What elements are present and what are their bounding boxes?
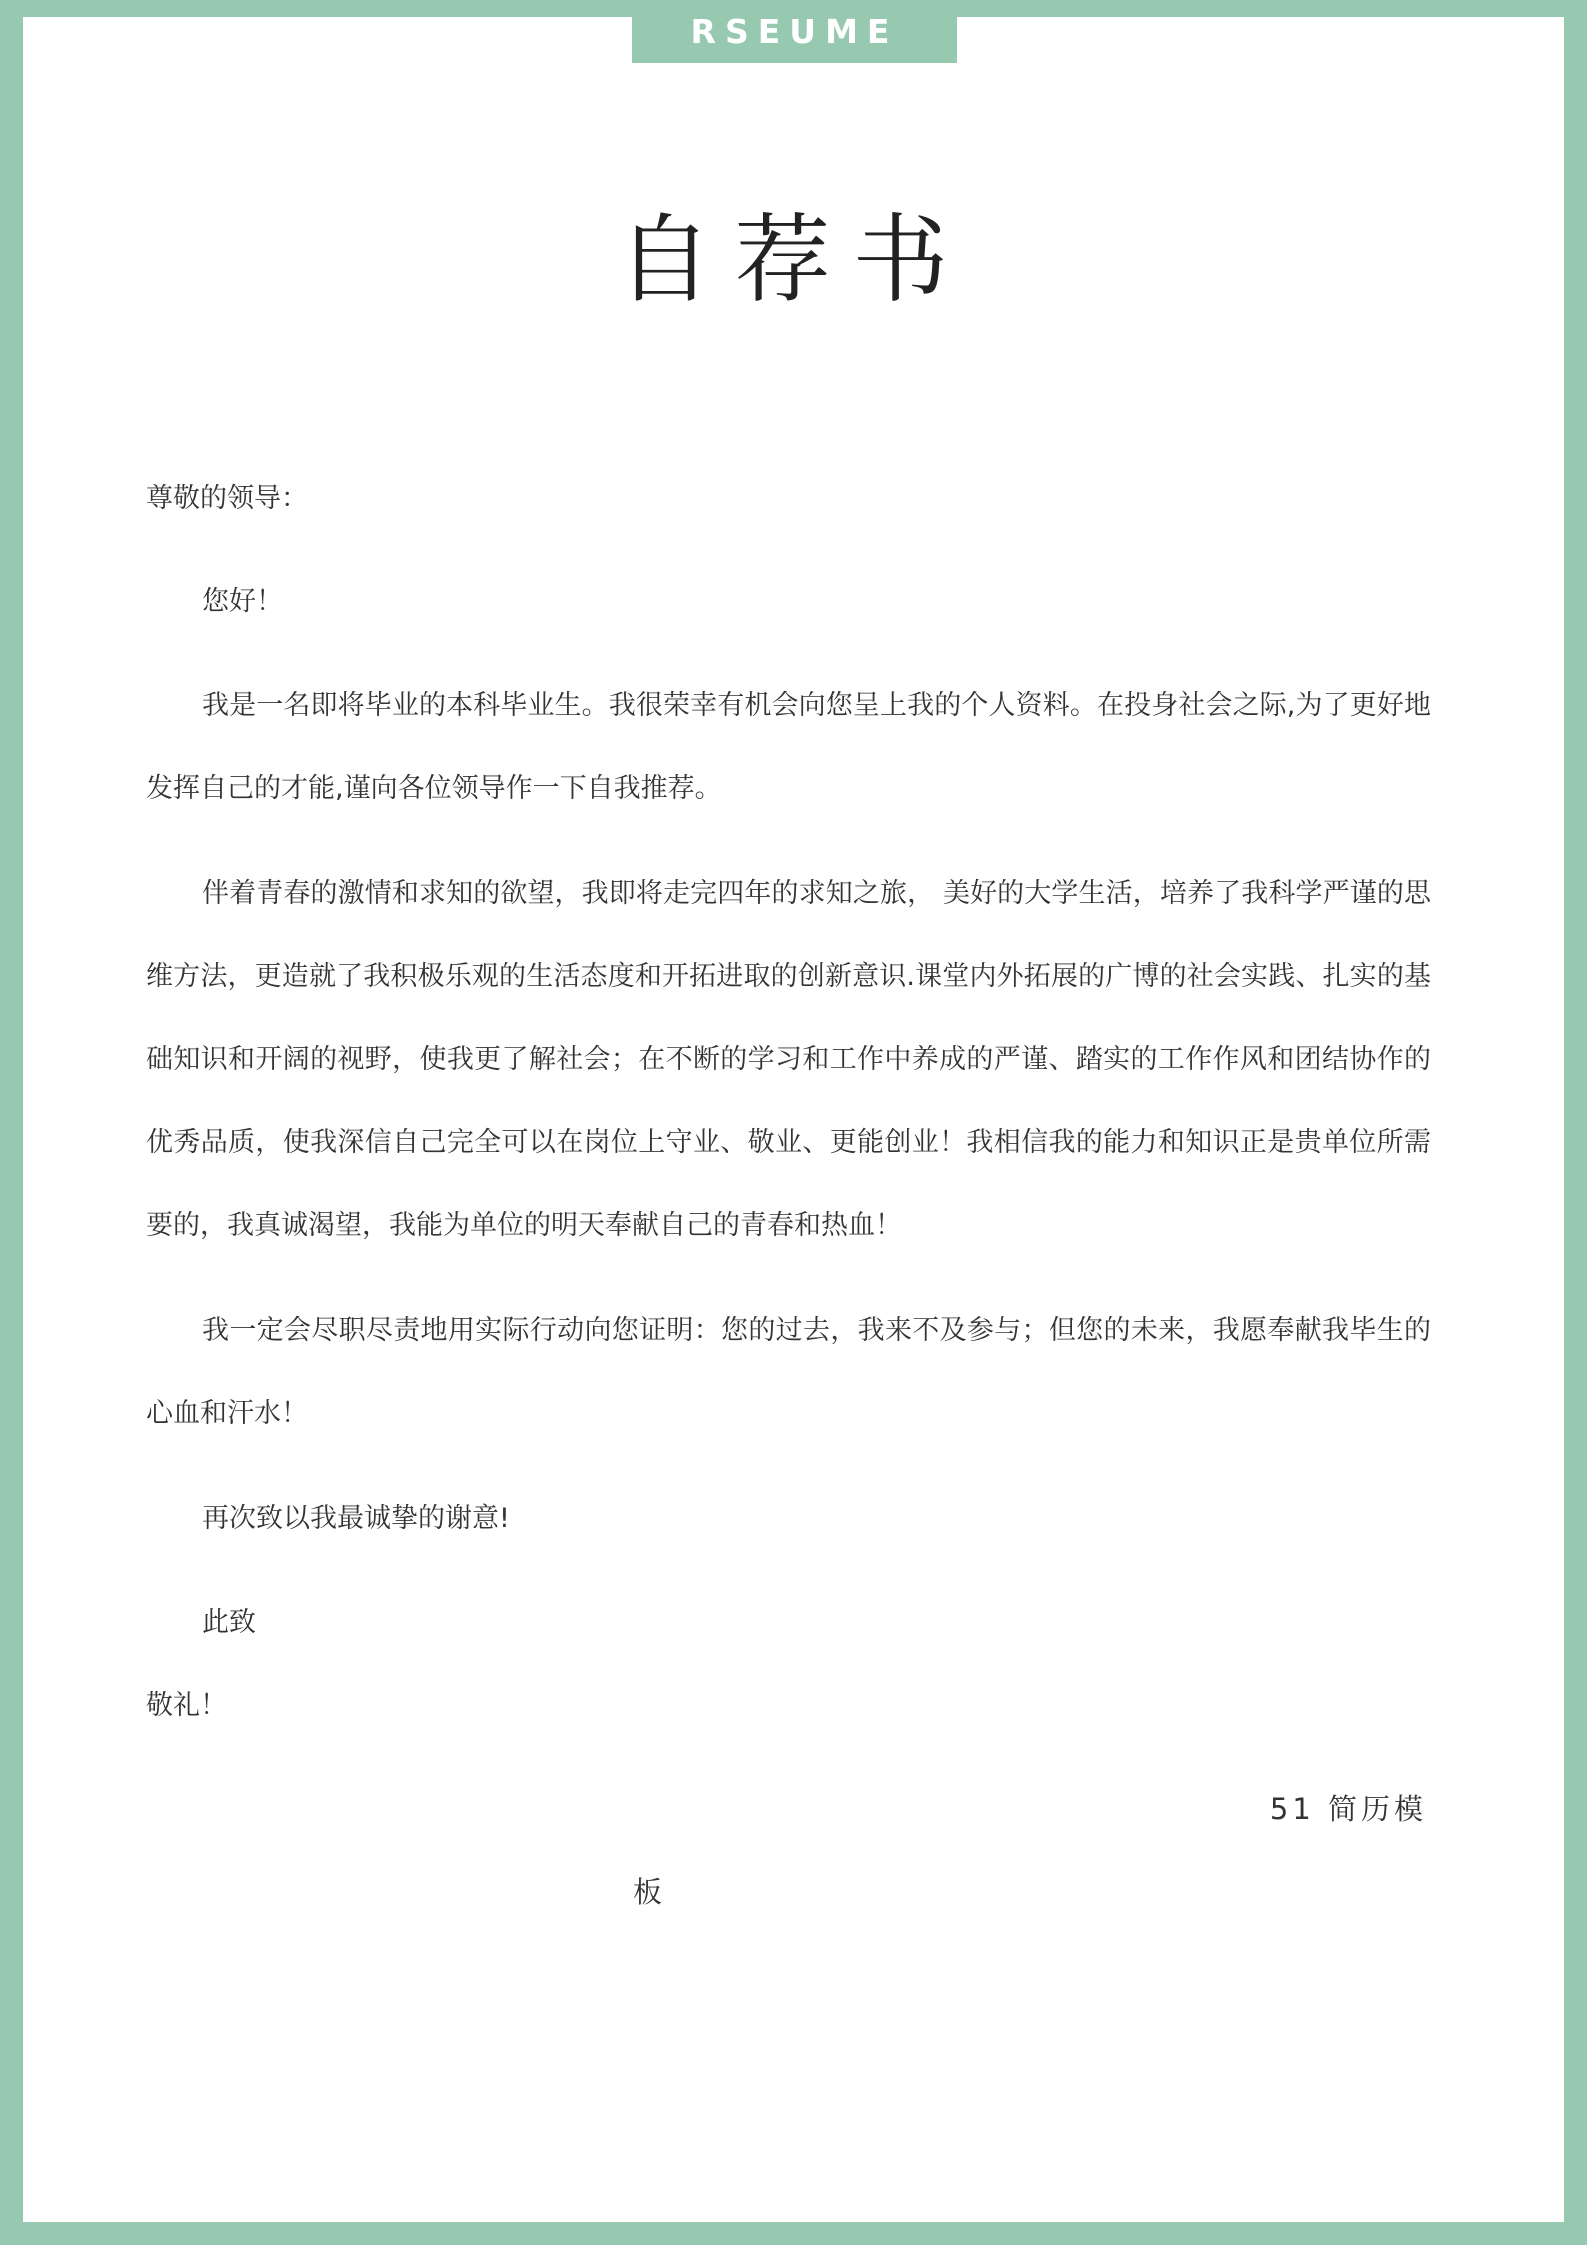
frame-right-border <box>1564 0 1587 2245</box>
closing-line: 此致 <box>202 1607 256 1638</box>
signature-line-1: 51 简历模 <box>1269 1792 1427 1826</box>
frame-bottom-border <box>0 2222 1587 2245</box>
frame-left-border <box>0 0 23 2245</box>
salutation: 尊敬的领导： <box>146 483 308 514</box>
thanks-line: 再次致以我最诚挚的谢意! <box>202 1503 510 1534</box>
paragraph-intro: 我是一名即将毕业的本科毕业生。我很荣幸有机会向您呈上我的个人资料。在投身社会之际,为了更好地发挥自己的才能,谨向各位领导作一下自我推荐。 <box>146 690 1431 804</box>
regards-line: 敬礼！ <box>146 1690 227 1721</box>
signature-line-2: 板 <box>633 1875 667 1909</box>
header-tab: RSEUME <box>632 0 957 63</box>
paragraph-commitment: 我一定会尽职尽责地用实际行动向您证明：您的过去，我来不及参与；但您的未来，我愿奉献我毕生的心血和汗水！ <box>146 1315 1431 1429</box>
paragraph-experience: 伴着青春的激情和求知的欲望，我即将走完四年的求知之旅， 美好的大学生活，培养了我科学严谨的思维方法，更造就了我积极乐观的生活态度和开拓进取的创新意识.课堂内外拓展的广博的社会实践、扎实的基础知识和开阔的视野，使我更了解社会；在不断的学习和工作中养成的严谨、踏实的工作作风和团结协作的优秀品质，使我深信自己完全可以在岗位上守业、敬业、更能创业！我相信我的能力和知识正是贵单位所需要的，我真诚渴望，我能为单位的明天奉献自己的青春和热血！ <box>146 878 1431 1241</box>
greeting: 您好！ <box>202 586 283 617</box>
page-title: 自荐书 <box>616 204 971 316</box>
